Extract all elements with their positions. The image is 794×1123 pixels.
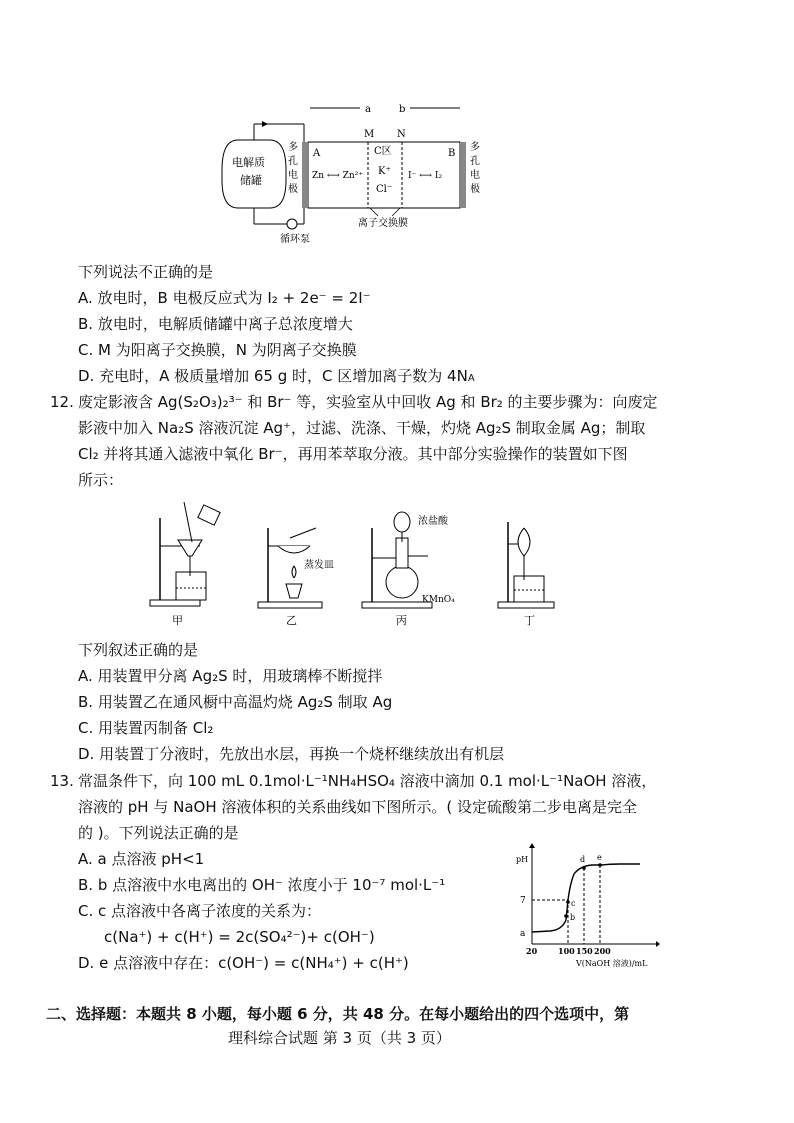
q12-stem-line1: 废定影液含 Ag(S₂O₃)₂³⁻ 和 Br⁻ 等，实验室从中回收 Ag 和 Br₂ 的主要步骤为：向废定 [78, 393, 658, 411]
page-footer: 理科综合试题 第 3 页（共 3 页） [228, 1029, 451, 1047]
graph-y7: 7 [520, 896, 526, 906]
graph-x200: 200 [594, 946, 611, 956]
membrane-label: 离子交换膜 [358, 218, 408, 229]
q12-stem-line2: 影液中加入 Na₂S 溶液沉淀 Ag⁺，过滤、洗涤、干燥，灼烧 Ag₂S 制取金属 Ag；制取 [78, 419, 646, 437]
hcl-label: 浓盐酸 [418, 516, 448, 527]
q12-option-d: D. 用装置丁分液时，先放出水层，再换一个烧杯继续放出有机层 [78, 745, 505, 763]
q12-option-b: B. 用装置乙在通风橱中高温灼烧 Ag₂S 制取 Ag [78, 693, 393, 711]
q13-stem-line1: 常温条件下，向 100 mL 0.1mol·L⁻¹NH₄HSO₄ 溶液中滴加 0.1 mol·L⁻¹NaOH 溶液， [78, 772, 657, 790]
c-zone: C区 [374, 146, 392, 157]
graph-ylabel: pH [516, 855, 529, 864]
q12-stem-line3: Cl₂ 并将其通入滤液中氧化 Br⁻，再用苯萃取分液。其中部分实验操作的装置如下图 [78, 445, 628, 463]
apparatus-figures [140, 498, 560, 630]
graph-x100: 100 [558, 946, 575, 956]
right-electrode-4: 极 [470, 184, 480, 195]
graph-point-b: b [570, 913, 576, 922]
q12-option-a: A. 用装置甲分离 Ag₂S 时，用玻璃棒不断搅拌 [78, 667, 383, 685]
q12-number: 12. [50, 393, 74, 411]
section2-heading: 二、选择题：本题共 8 小题，每小题 6 分，共 48 分。在每小题给出的四个选项中，第 [46, 1005, 630, 1023]
q11-option-d-text: D. 充电时，A 极质量增加 65 g 时，C 区增加离子数为 4N [78, 367, 468, 385]
apparatus-jia [150, 502, 220, 627]
right-electrode-3: 电 [470, 170, 480, 181]
q13-option-c-equation: c(Na⁺) + c(H⁺) = 2c(SO₄²⁻)+ c(OH⁻) [104, 928, 375, 946]
graph-x150: 150 [576, 946, 593, 956]
k-ion: K⁺ [378, 166, 391, 177]
graph-point-a: a [520, 929, 526, 939]
left-electrode-4: 极 [288, 184, 298, 195]
label-M: M [364, 129, 375, 140]
q11-stem: 下列说法不正确的是 [78, 263, 214, 281]
q12-option-c: C. 用装置丙制备 Cl₂ [78, 719, 214, 737]
label-yi: 乙 [286, 614, 297, 627]
q13-stem-line2: 溶液的 pH 与 NaOH 溶液体积的关系曲线如下图所示。( 设定硫酸第二步电离是完全 [78, 798, 637, 816]
avogadro-subscript: A [467, 373, 475, 384]
label-A: A [313, 148, 321, 159]
label-jia: 甲 [172, 614, 183, 627]
q11-option-d [78, 366, 475, 389]
label-ding: 丁 [524, 614, 535, 627]
q13-option-d: D. e 点溶液中存在：c(OH⁻) = c(NH₄⁺) + c(H⁺) [78, 954, 409, 972]
q11-option-c: C. M 为阳离子交换膜，N 为阴离子交换膜 [78, 341, 357, 359]
right-electrode-1: 多 [470, 142, 480, 153]
q12-stem-line4: 所示： [78, 471, 124, 489]
apparatus-yi [258, 528, 334, 627]
label-N: N [397, 129, 406, 140]
titration-graph [510, 840, 660, 970]
left-reaction: Zn ⟷ Zn²⁺ [312, 171, 364, 181]
q12-sub-stem: 下列叙述正确的是 [78, 641, 199, 659]
tank-line1: 电解质 [232, 156, 265, 169]
evap-dish-label: 蒸发皿 [304, 560, 334, 571]
left-electrode-1: 多 [288, 142, 298, 153]
q13-number: 13. [50, 772, 74, 790]
battery-diagram [218, 100, 508, 250]
q13-option-c: C. c 点溶液中各离子浓度的关系为： [78, 902, 322, 920]
label-b: b [399, 104, 406, 115]
q13-stem-line3: 的 )。下列说法正确的是 [78, 824, 239, 842]
graph-x20: 20 [526, 946, 538, 956]
apparatus-bing [362, 512, 455, 627]
graph-xlabel: V(NaOH 溶液)/mL [576, 959, 648, 968]
left-electrode-2: 孔 [288, 156, 298, 167]
q13-option-b: B. b 点溶液中水电离出的 OH⁻ 浓度小于 10⁻⁷ mol·L⁻¹ [78, 876, 446, 894]
graph-point-c: c [571, 899, 576, 908]
pump-label: 循环泵 [280, 234, 310, 245]
right-reaction: I⁻ ⟷ I₂ [408, 171, 443, 181]
apparatus-ding [498, 522, 554, 627]
graph-point-e: e [597, 853, 602, 862]
cl-ion: Cl⁻ [376, 184, 393, 195]
graph-point-d: d [580, 855, 586, 864]
label-bing: 丙 [396, 614, 407, 627]
tank-line2: 储罐 [240, 174, 262, 187]
right-electrode-2: 孔 [470, 156, 480, 167]
label-B: B [448, 148, 456, 159]
kmno4-label: KMnO₄ [422, 595, 455, 605]
q11-option-b: B. 放电时，电解质储罐中离子总浓度增大 [78, 315, 353, 333]
q13-option-a: A. a 点溶液 pH<1 [78, 850, 205, 868]
left-electrode-3: 电 [288, 170, 298, 181]
q11-option-a: A. 放电时，B 电极反应式为 I₂ + 2e⁻ = 2I⁻ [78, 289, 371, 307]
label-a: a [365, 104, 371, 115]
